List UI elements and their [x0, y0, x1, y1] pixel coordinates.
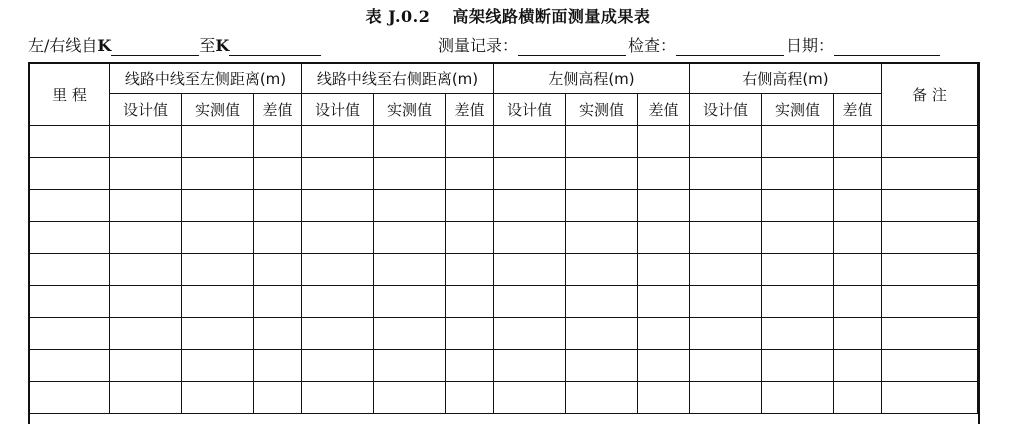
table-cell[interactable] [834, 286, 882, 318]
table-cell[interactable] [762, 350, 834, 382]
table-cell[interactable] [882, 318, 978, 350]
table-cell[interactable] [302, 222, 374, 254]
header-row-subcolumns [30, 94, 978, 126]
to-label: 至 [199, 36, 216, 55]
table-cell[interactable] [182, 158, 254, 190]
table-cell[interactable] [882, 158, 978, 190]
table-cell[interactable] [446, 222, 494, 254]
table-cell[interactable] [690, 222, 762, 254]
table-cell[interactable] [302, 190, 374, 222]
table-cell[interactable] [446, 126, 494, 158]
recorder-label: 测量记录： [438, 36, 519, 55]
table-cell[interactable] [254, 286, 302, 318]
table-cell[interactable] [638, 318, 690, 350]
table-cell[interactable] [446, 190, 494, 222]
table-cell[interactable] [882, 286, 978, 318]
table-cell[interactable] [494, 382, 566, 414]
measured-value-header: 实测值 [374, 94, 446, 126]
table-cell[interactable] [302, 254, 374, 286]
table-cell[interactable] [834, 126, 882, 158]
table-cell[interactable] [690, 286, 762, 318]
k-end-label: K [215, 36, 230, 55]
table-cell[interactable] [762, 190, 834, 222]
table-cell[interactable] [302, 318, 374, 350]
checker-blank[interactable] [676, 39, 784, 56]
line-section-field [28, 33, 321, 56]
date-field [786, 33, 940, 56]
table-cell[interactable] [182, 286, 254, 318]
table-cell[interactable] [690, 254, 762, 286]
table-cell[interactable] [494, 350, 566, 382]
table-cell[interactable] [302, 382, 374, 414]
table-cell[interactable] [638, 382, 690, 414]
table-cell[interactable] [834, 254, 882, 286]
left-elevation-header: 左侧高程(m) [494, 63, 690, 94]
table-cell[interactable] [494, 126, 566, 158]
table-cell[interactable] [882, 222, 978, 254]
table-cell[interactable] [302, 350, 374, 382]
table-cell[interactable] [254, 190, 302, 222]
table-row [30, 158, 978, 190]
table-cell[interactable] [374, 222, 446, 254]
table-cell[interactable] [690, 158, 762, 190]
table-cell[interactable] [834, 190, 882, 222]
date-label: 日期： [786, 36, 835, 55]
table-cell[interactable] [182, 190, 254, 222]
table-cell[interactable] [254, 254, 302, 286]
table-cell[interactable] [834, 382, 882, 414]
table-cell[interactable] [566, 158, 638, 190]
table-cell[interactable] [30, 350, 110, 382]
table-cell[interactable] [182, 318, 254, 350]
table-cell[interactable] [566, 286, 638, 318]
table-cell[interactable] [182, 350, 254, 382]
table-cell[interactable] [446, 350, 494, 382]
table-cell[interactable] [566, 318, 638, 350]
measured-value-header: 实测值 [182, 94, 254, 126]
table-cell[interactable] [110, 286, 182, 318]
header-info-line [28, 33, 988, 55]
table-cell[interactable] [30, 254, 110, 286]
difference-header: 差值 [834, 94, 882, 126]
table-cell[interactable] [110, 382, 182, 414]
table-cell[interactable] [834, 350, 882, 382]
table-cell[interactable] [566, 254, 638, 286]
table-cell[interactable] [494, 158, 566, 190]
table-cell[interactable] [882, 126, 978, 158]
table-cell[interactable] [690, 382, 762, 414]
table-cell[interactable] [638, 222, 690, 254]
table-row [30, 126, 978, 158]
table-cell[interactable] [30, 318, 110, 350]
table-cell[interactable] [882, 382, 978, 414]
table-cell[interactable] [110, 318, 182, 350]
table-cell[interactable] [494, 318, 566, 350]
table-cell[interactable] [302, 286, 374, 318]
table-cell[interactable] [882, 190, 978, 222]
table-cell[interactable] [446, 158, 494, 190]
table-cell[interactable] [374, 158, 446, 190]
table-cell[interactable] [374, 254, 446, 286]
table-cell[interactable] [374, 382, 446, 414]
table-cell[interactable] [494, 254, 566, 286]
table-cell[interactable] [30, 190, 110, 222]
table-cell[interactable] [762, 382, 834, 414]
table-number: 表 J.0.2 [365, 7, 431, 26]
table-cell[interactable] [690, 318, 762, 350]
table-cell[interactable] [302, 126, 374, 158]
table-cell[interactable] [494, 222, 566, 254]
recorder-blank[interactable] [518, 39, 626, 56]
table-row [30, 318, 978, 350]
right-distance-header: 线路中线至右侧距离(m) [302, 63, 494, 94]
table-row [30, 254, 978, 286]
table-cell[interactable] [494, 286, 566, 318]
table-cell[interactable] [446, 254, 494, 286]
table-cell[interactable] [182, 254, 254, 286]
checker-field [628, 33, 784, 56]
table-cell[interactable] [638, 254, 690, 286]
table-cell[interactable] [254, 126, 302, 158]
table-cell[interactable] [374, 126, 446, 158]
survey-results-table [29, 62, 978, 414]
table-cell[interactable] [446, 286, 494, 318]
table-cell[interactable] [182, 222, 254, 254]
table-cell[interactable] [30, 286, 110, 318]
k-start-blank[interactable] [111, 39, 199, 56]
table-cell[interactable] [110, 190, 182, 222]
table-cell[interactable] [882, 350, 978, 382]
design-value-header: 设计值 [690, 94, 762, 126]
measured-value-header: 实测值 [566, 94, 638, 126]
difference-header: 差值 [254, 94, 302, 126]
table-cell[interactable] [446, 382, 494, 414]
table-cell[interactable] [254, 222, 302, 254]
table-cell[interactable] [762, 254, 834, 286]
difference-header: 差值 [446, 94, 494, 126]
table-cell[interactable] [446, 318, 494, 350]
table-cell[interactable] [638, 158, 690, 190]
checker-label: 检查： [628, 36, 677, 55]
table-cell[interactable] [30, 126, 110, 158]
table-cell[interactable] [254, 350, 302, 382]
table-cell[interactable] [834, 318, 882, 350]
table-cell[interactable] [302, 158, 374, 190]
k-start-label: K [97, 36, 112, 55]
k-end-blank[interactable] [229, 39, 321, 56]
table-cell[interactable] [110, 126, 182, 158]
table-row [30, 286, 978, 318]
line-prefix-label: 左/右线自 [28, 36, 98, 55]
table-cell[interactable] [182, 382, 254, 414]
table-row [30, 350, 978, 382]
table-cell[interactable] [762, 222, 834, 254]
table-cell[interactable] [374, 350, 446, 382]
table-row [30, 222, 978, 254]
table-cell[interactable] [30, 222, 110, 254]
table-cell[interactable] [638, 286, 690, 318]
table-title-text: 高架线路横断面测量成果表 [452, 7, 651, 26]
table-cell[interactable] [110, 222, 182, 254]
date-blank[interactable] [834, 39, 940, 56]
table-cell[interactable] [374, 286, 446, 318]
header-row-groups [30, 63, 978, 94]
design-value-header: 设计值 [110, 94, 182, 126]
design-value-header: 设计值 [302, 94, 374, 126]
table-row [30, 382, 978, 414]
table-cell[interactable] [110, 254, 182, 286]
table-cell[interactable] [566, 190, 638, 222]
table-cell[interactable] [762, 126, 834, 158]
mileage-header: 里 程 [30, 63, 110, 126]
measured-value-header: 实测值 [762, 94, 834, 126]
table-cell[interactable] [566, 222, 638, 254]
right-elevation-header: 右侧高程(m) [690, 63, 882, 94]
table-cell[interactable] [834, 158, 882, 190]
table-cell[interactable] [690, 126, 762, 158]
table-cell[interactable] [882, 254, 978, 286]
table-cell[interactable] [566, 350, 638, 382]
table-cell[interactable] [566, 382, 638, 414]
table-cell[interactable] [182, 126, 254, 158]
table-cell[interactable] [762, 286, 834, 318]
table-cell[interactable] [30, 158, 110, 190]
table-cell[interactable] [30, 382, 110, 414]
remarks-header: 备 注 [882, 63, 978, 126]
left-distance-header: 线路中线至左侧距离(m) [110, 63, 302, 94]
table-cell[interactable] [638, 350, 690, 382]
table-cell[interactable] [638, 126, 690, 158]
table-cell[interactable] [690, 350, 762, 382]
difference-header: 差值 [638, 94, 690, 126]
design-value-header: 设计值 [494, 94, 566, 126]
table-title [0, 4, 1016, 27]
table-cell[interactable] [762, 318, 834, 350]
recorder-field [438, 33, 626, 56]
table-cell[interactable] [494, 190, 566, 222]
table-cell[interactable] [254, 158, 302, 190]
table-cell[interactable] [762, 158, 834, 190]
table-cell[interactable] [110, 350, 182, 382]
table-cell[interactable] [374, 318, 446, 350]
table-cell[interactable] [254, 318, 302, 350]
table-cell[interactable] [110, 158, 182, 190]
table-cell[interactable] [638, 190, 690, 222]
table-cell[interactable] [254, 382, 302, 414]
table-cell[interactable] [374, 190, 446, 222]
table-cell[interactable] [690, 190, 762, 222]
table-row [30, 190, 978, 222]
table-cell[interactable] [834, 222, 882, 254]
table-cell[interactable] [566, 126, 638, 158]
